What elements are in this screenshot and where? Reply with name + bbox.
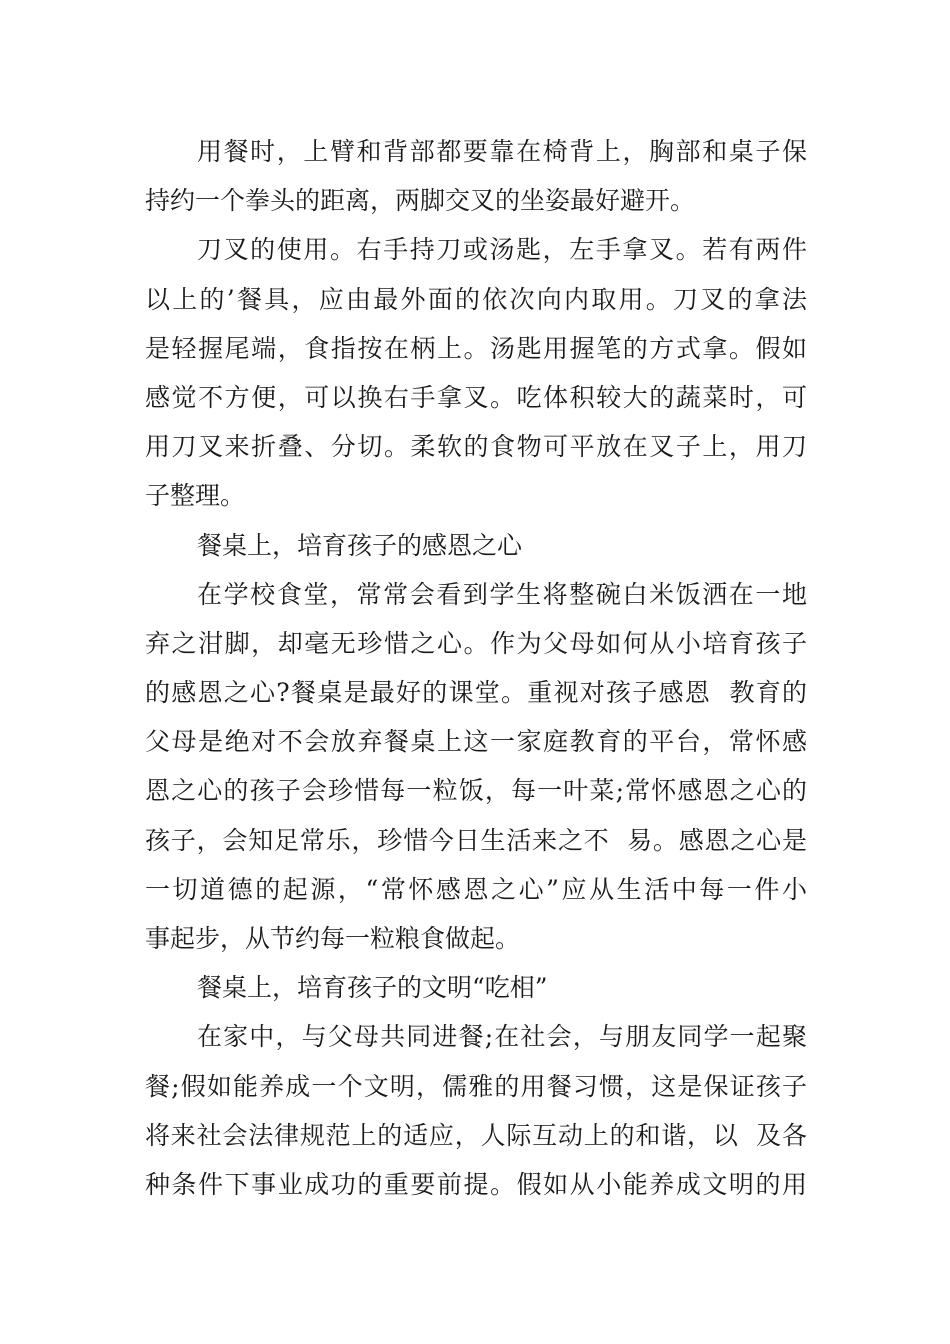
paragraph-seating-posture [145, 127, 807, 225]
text-line: 是轻握尾端，食指按在柄上。汤匙用握笔的方式拿。假如 [145, 333, 807, 363]
text-line: 父母是绝对不会放弃餐桌上这一家庭教育的平台，常怀感 [145, 727, 807, 757]
text-line: 感觉不方便，可以换右手拿叉。吃体积较大的蔬菜时，可 [145, 382, 807, 412]
text-line: 恩之心的孩子会珍惜每一粒饭，每一叶菜;常怀感恩之心的 [145, 776, 807, 806]
paragraph-manners [145, 1012, 807, 1209]
paragraph-cutlery-use [145, 225, 807, 520]
text-line: 餐;假如能养成一个文明，儒雅的用餐习惯，这是保证孩子 [145, 1071, 807, 1101]
text-line: 用刀叉来折叠、分切。柔软的食物可平放在叉子上，用刀 [145, 432, 807, 462]
section-heading: 餐桌上，培育孩子的文明“吃相” [197, 973, 548, 1003]
text-line: 孩子，会知足常乐，珍惜今日生活来之不 易。感恩之心是 [145, 825, 807, 855]
text-line: 以上的’餐具，应由最外面的依次向内取用。刀叉的拿法 [145, 284, 807, 314]
section-heading-gratitude [145, 521, 807, 570]
text-line: 种条件下事业成功的重要前提。假如从小能养成文明的用 [145, 1169, 807, 1199]
text-line: 用餐时，上臂和背部都要靠在椅背上，胸部和桌子保 [197, 137, 807, 166]
text-line: 持约一个拳头的距离，两脚交叉的坐姿最好避开。 [145, 186, 696, 216]
paragraph-gratitude [145, 570, 807, 964]
text-line: 事起步，从节约每一粒粮食做起。 [145, 924, 521, 953]
text-line: 弃之泔脚，却毫无珍惜之心。作为父母如何从小培育孩子 [145, 628, 807, 658]
text-line: 将来社会法律规范上的适应，人际互动上的和谐，以 及各 [145, 1120, 807, 1150]
section-heading: 餐桌上，培育孩子的感恩之心 [197, 530, 523, 560]
text-line: 在家中，与父母共同进餐;在社会，与朋友同学一起聚 [197, 1022, 807, 1052]
text-line: 刀叉的使用。右手持刀或汤匙，左手拿叉。若有两件 [197, 235, 807, 265]
text-line: 子整理。 [145, 481, 246, 511]
text-line: 的感恩之心?餐桌是最好的课堂。重视对孩子感恩 教育的 [145, 678, 807, 708]
text-line: 在学校食堂，常常会看到学生将整碗白米饭洒在一地 [197, 579, 807, 609]
section-heading-manners [145, 963, 807, 1012]
document-page [145, 127, 807, 1209]
text-line: 一切道德的起源，“常怀感恩之心”应从生活中每一件小 [145, 874, 807, 904]
